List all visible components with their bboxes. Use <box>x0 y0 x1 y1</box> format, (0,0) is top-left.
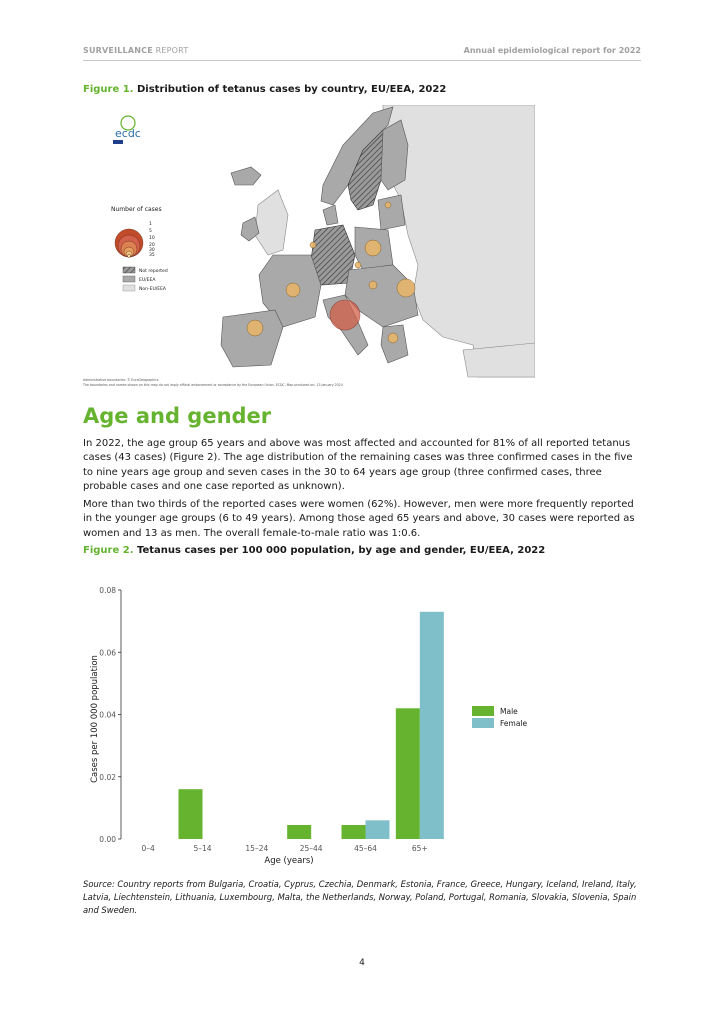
bubble-italy <box>330 300 360 330</box>
europe-map <box>83 105 535 390</box>
x-tick-label-4: 45–64 <box>354 844 377 853</box>
bar-male-3 <box>287 825 311 839</box>
bar-male-4 <box>342 825 366 839</box>
europe-map-figure <box>83 105 535 390</box>
chart-svg <box>83 575 553 875</box>
bubble-poland <box>365 240 381 256</box>
x-tick-label-2: 15–24 <box>245 844 269 853</box>
header-surveillance: SURVEILLANCE <box>83 46 153 55</box>
legend-value-30: 30 <box>149 248 155 253</box>
legend-circle-1 <box>128 255 131 258</box>
x-tick-label-0: 0–4 <box>141 844 155 853</box>
legend-value-10: 10 <box>149 236 155 241</box>
map-footnote-2: The boundaries and names shown on this map do not imply official endorsement or acceptance by the European Union. ECDC. Map produced on: 13 January 2024 <box>83 383 343 387</box>
x-axis-label: Age (years) <box>264 856 314 866</box>
bubble-netherlands <box>310 242 316 248</box>
figure1-title: Distribution of tetanus cases by country, EU/EEA, 2022 <box>133 84 447 95</box>
chart-legend-swatch-male <box>472 706 494 716</box>
finland-region <box>381 120 408 190</box>
bubble-baltics <box>385 202 391 208</box>
figure2-title: Tetanus cases per 100 000 population, by age and gender, EU/EEA, 2022 <box>133 545 546 556</box>
legend-label-not-reported: Not reported <box>139 269 168 274</box>
legend-values <box>149 221 155 258</box>
legend-title: Number of cases <box>111 206 162 213</box>
page-header <box>83 44 641 61</box>
tetanus-bar-chart <box>83 575 553 875</box>
legend-value-5: 5 <box>149 229 152 234</box>
bar-male-1 <box>179 789 203 839</box>
source-note: Source: Country reports from Bulgaria, Croatia, Cyprus, Czechia, Denmark, Estonia, France, Greece, Hungary, Iceland, Ireland, Italy, Latvia, Liechtenstein, Lithuania, Luxembourg, Malta, the Netherlands, Norway, Poland, Portugal, Romania, Slovakia, Slovenia, Spain and Sweden. <box>83 879 637 915</box>
chart-legend-label-female: Female <box>500 719 528 728</box>
bar-male-5 <box>396 708 420 839</box>
paragraph-age: In 2022, the age group 65 years and above was most affected and accounted for 81% of all reported tetanus cases (43 cases) (Figure 2). The age distribution of the remaining cases was three confirmed cases in the five to nine years age group and seven cases in the 30 to 64 years age group (three confirmed cases, three probable cases and one case reported as unknown). <box>83 438 633 492</box>
y-tick-label-0.04: 0.04 <box>99 710 116 720</box>
paragraph-gender: More than two thirds of the reported cases were women (62%). However, men were more frequently reported in the younger age groups (6 to 49 years). Among those aged 65 years and above, 30 cases were reported as women and 13 as men. The overall female-to-male ratio was 1:0.6. <box>83 499 635 539</box>
legend-value-35: 35 <box>149 253 155 258</box>
figure1-caption <box>83 84 446 95</box>
eu-flag-icon <box>113 140 123 144</box>
header-report: REPORT <box>152 46 189 55</box>
x-tick-label-3: 25–44 <box>299 844 323 853</box>
legend-swatch-eu <box>123 276 135 282</box>
bubble-france <box>286 283 300 297</box>
legend-label-non-eu: Non-EU/EEA <box>139 287 167 292</box>
y-tick-label-0.00: 0.00 <box>99 835 116 844</box>
baltics-region <box>378 195 405 230</box>
legend-swatch-non-eu <box>123 285 135 291</box>
bubble-romania <box>397 279 415 297</box>
map-legend <box>111 206 168 292</box>
figure2-number: Figure 2. <box>83 545 134 556</box>
x-tick-label-1: 5–14 <box>193 844 212 853</box>
legend-value-1: 1 <box>149 222 152 227</box>
bar-female-4 <box>366 820 390 839</box>
header-report-type <box>83 46 188 55</box>
map-footnote-1: Administrative boundaries: © EuroGeographics <box>83 378 159 382</box>
bubble-greece <box>388 333 398 343</box>
x-tick-label-5: 65+ <box>411 844 428 853</box>
header-report-title: Annual epidemiological report for 2022 <box>463 46 641 55</box>
y-tick-label-0.06: 0.06 <box>99 648 116 658</box>
y-tick-label-0.02: 0.02 <box>99 772 116 782</box>
figure1-number: Figure 1. <box>83 84 134 95</box>
figure2-caption <box>83 545 545 556</box>
ecdc-logo <box>113 116 141 144</box>
page-number: 4 <box>359 958 365 968</box>
chart-legend-swatch-female <box>472 718 494 728</box>
bar-female-5 <box>420 612 444 839</box>
y-axis-label: Cases per 100 000 population <box>90 655 100 783</box>
legend-value-20: 20 <box>149 243 155 248</box>
bubble-hungary <box>369 281 377 289</box>
ecdc-logo-text: ecdc <box>115 127 141 140</box>
bubble-czechia <box>355 262 361 268</box>
bubble-spain <box>247 320 263 336</box>
y-tick-label-0.08: 0.08 <box>99 586 116 595</box>
section-heading: Age and gender <box>83 404 272 428</box>
legend-swatch-not-reported <box>123 267 135 273</box>
chart-legend-label-male: Male <box>500 707 518 716</box>
legend-label-eu: EU/EEA <box>139 278 156 283</box>
